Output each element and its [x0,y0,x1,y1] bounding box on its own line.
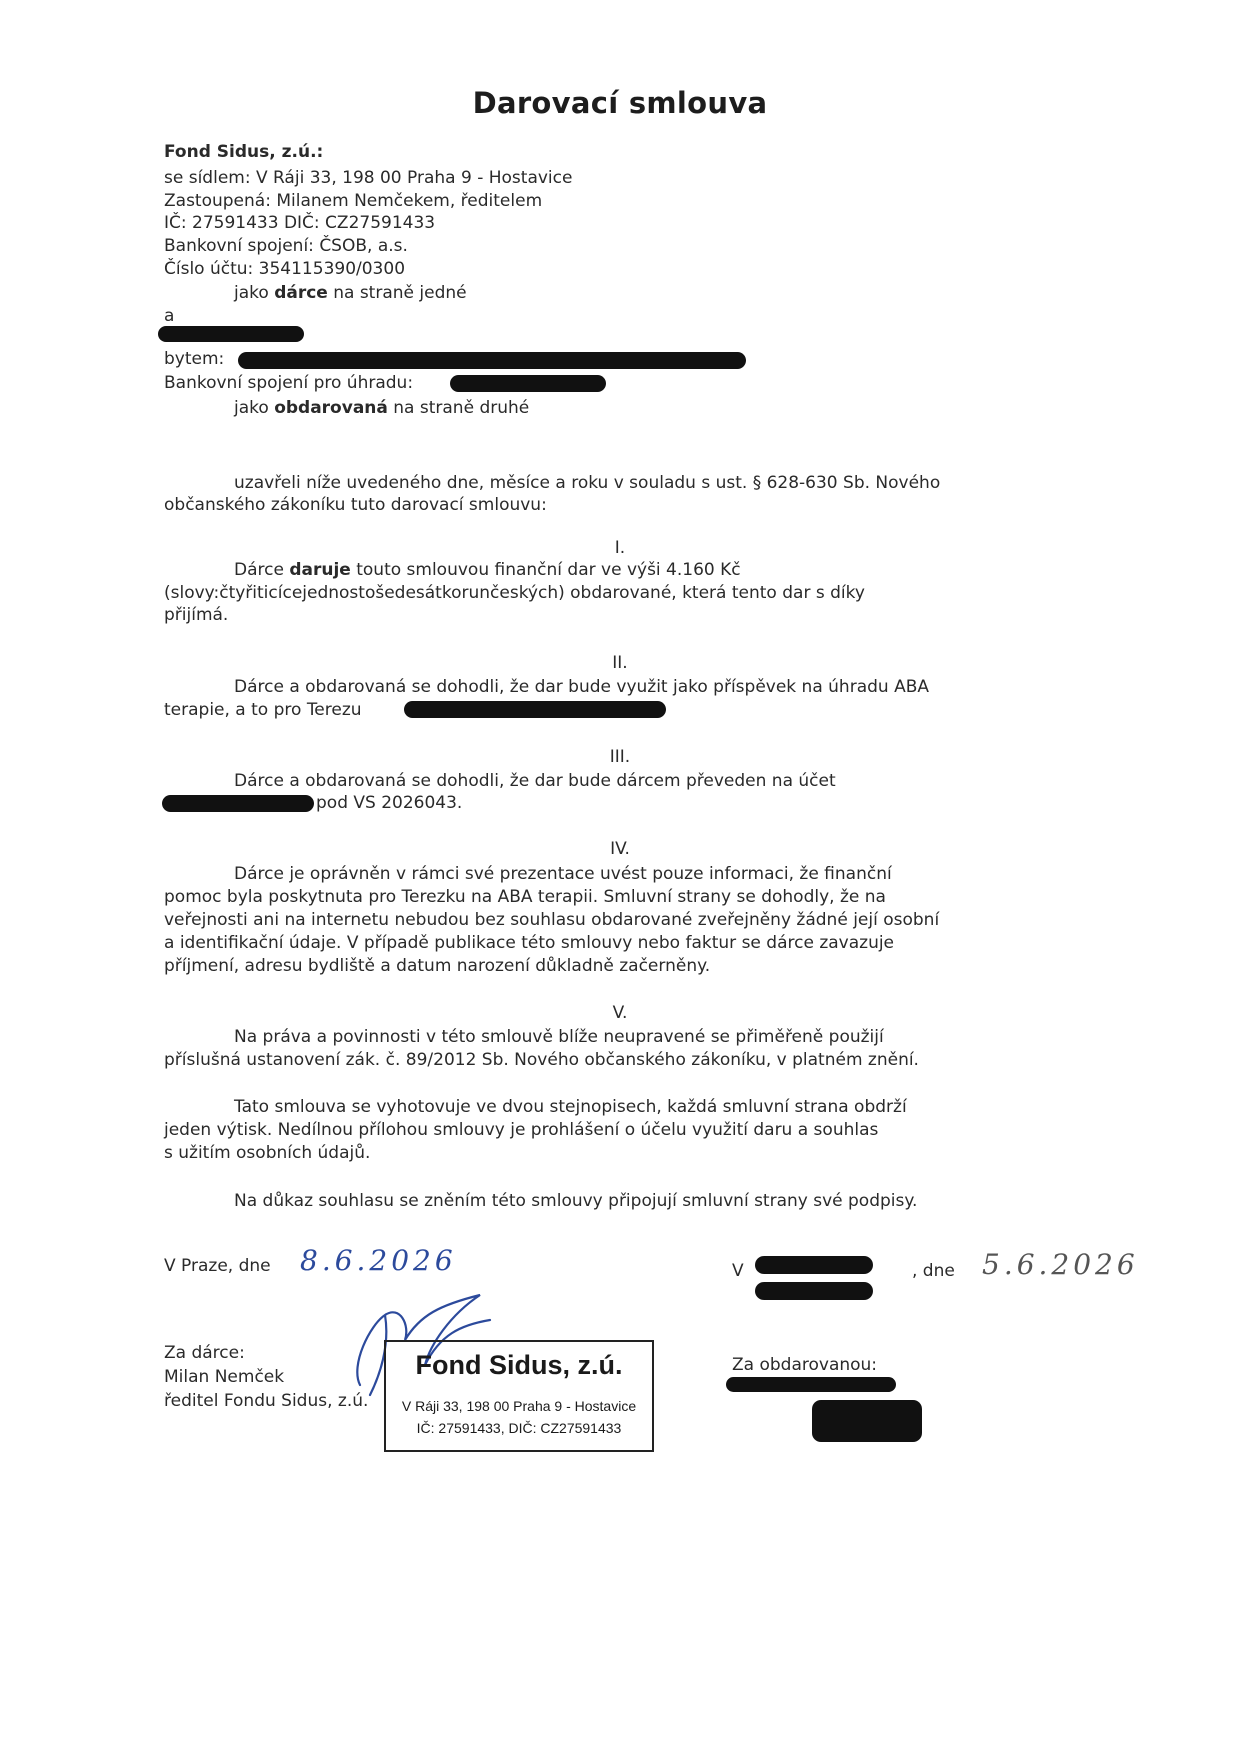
donor-account: Číslo účtu: 354115390/0300 [164,259,406,279]
section-4-line-1: Dárce je oprávněn v rámci své prezentace uvést pouze informaci, že finanční [234,864,892,884]
donor-seat: se sídlem: V Ráji 33, 198 00 Praha 9 - Hostavice [164,168,573,188]
recipient-address-label: bytem: [164,349,225,369]
handwritten-date-right: 5.6.2026 [982,1248,1139,1281]
redacted-recipient-address [238,352,746,369]
donor-sign-label: Za dárce: [164,1343,245,1363]
redacted-recipient-signature [812,1400,922,1442]
section-4-line-5: příjmení, adresu bydliště a datum narození důkladně začerněny. [164,956,711,976]
consent-line: Na důkaz souhlasu se zněním této smlouvy připojují smluvní strany své podpisy. [234,1191,918,1211]
organization-stamp [384,1340,654,1452]
redacted-recipient-sign-name [726,1377,896,1392]
copies-line-3: s užitím osobních údajů. [164,1143,371,1163]
section-2-line-1: Dárce a obdarovaná se dohodli, že dar bude využit jako příspěvek na úhradu ABA [234,677,929,697]
and-conjunction: a [164,306,175,326]
signing-dne-right: , dne [912,1261,955,1281]
intro-line-2: občanského zákoníku tuto darovací smlouvu: [164,495,547,515]
donor-bank: Bankovní spojení: ČSOB, a.s. [164,236,408,256]
section-3-line-1: Dárce a obdarovaná se dohodli, že dar bude dárcem převeden na účet [234,771,836,791]
section-1-line-2: (slovy:čtyřiticícejednostošedesátkorunčeských) obdarované, která tento dar s díky [164,583,865,603]
stamp-address: V Ráji 33, 198 00 Praha 9 - Hostavice [401,1398,637,1414]
redacted-child-surname [404,701,666,718]
donor-sign-title: ředitel Fondu Sidus, z.ú. [164,1391,369,1411]
copies-line-1: Tato smlouva se vyhotovuje ve dvou stejnopisech, každá smluvní strana obdrží [234,1097,907,1117]
section-3-line-2: pod VS 2026043. [316,793,463,813]
handwritten-date-left: 8.6.2026 [300,1244,457,1277]
redacted-place-right-1 [755,1256,873,1274]
donor-representative: Zastoupená: Milanem Nemčekem, ředitelem [164,191,543,211]
section-2-number: II. [612,653,628,673]
donor-sign-name: Milan Nemček [164,1367,285,1387]
recipient-sign-label: Za obdarovanou: [732,1355,878,1375]
copies-line-2: jeden výtisk. Nedílnou přílohou smlouvy je prohlášení o účelu využití daru a souhlas [164,1120,879,1140]
section-5-number: V. [612,1003,628,1023]
section-1-number: I. [614,538,626,558]
section-5-line-2: příslušná ustanovení zák. č. 89/2012 Sb. Nového občanského zákoníku, v platném znění. [164,1050,919,1070]
section-4-line-4: a identifikační údaje. V případě publikace této smlouvy nebo faktur se dárce zavazuje [164,933,895,953]
redacted-place-right-2 [755,1282,873,1300]
section-5-line-1: Na práva a povinnosti v této smlouvě blíže neupravené se přiměřeně použijí [234,1027,884,1047]
donor-ids: IČ: 27591433 DIČ: CZ27591433 [164,213,436,233]
section-4-number: IV. [610,839,630,859]
stamp-name: Fond Sidus, z.ú. [415,1350,623,1380]
signing-place-left: V Praze, dne [164,1256,271,1276]
intro-line-1: uzavřeli níže uvedeného dne, měsíce a roku v souladu s ust. § 628-630 Sb. Nového [234,473,941,493]
section-3-number: III. [609,747,631,767]
recipient-bank-label: Bankovní spojení pro úhradu: [164,373,414,393]
section-4-line-2: pomoc byla poskytnuta pro Terezku na ABA terapii. Smluvní strany se dohodly, že na [164,887,886,907]
section-2-line-2: terapie, a to pro Terezu [164,700,362,720]
donor-name: Fond Sidus, z.ú.: [164,142,324,162]
redacted-recipient-bank [450,375,606,392]
redacted-account-number [162,795,314,812]
document-title: Darovací smlouva [472,86,768,120]
stamp-ids: IČ: 27591433, DIČ: CZ27591433 [416,1420,622,1436]
signing-place-right-prefix: V [732,1261,744,1281]
redacted-recipient-name [158,326,304,342]
donor-role: jako dárce na straně jedné [234,283,467,303]
section-4-line-3: veřejnosti ani na internetu nebudou bez souhlasu obdarované zveřejněny žádné její osobní [164,910,940,930]
section-1-line-1: Dárce daruje touto smlouvou finanční dar ve výši 4.160 Kč [234,560,741,580]
section-1-line-3: přijímá. [164,605,229,625]
recipient-role: jako obdarovaná na straně druhé [234,398,530,418]
